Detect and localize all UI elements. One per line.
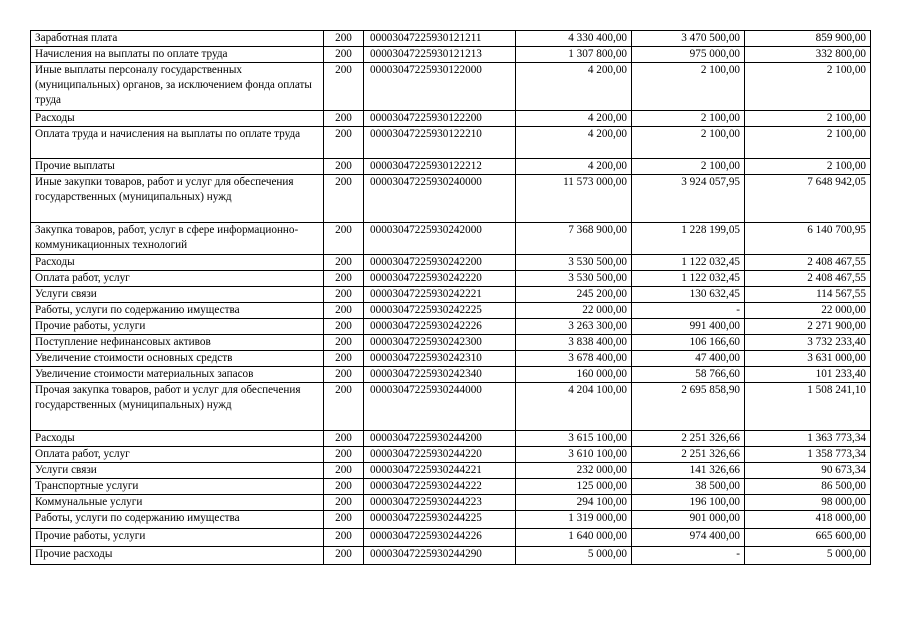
row-kbk-cell: 00003047225930244221 — [364, 463, 516, 479]
row-approved-cell: 294 100,00 — [516, 495, 632, 511]
budget-execution-table — [30, 30, 871, 565]
row-kbk-cell: 00003047225930242221 — [364, 287, 516, 303]
table-row — [31, 431, 871, 447]
row-approved-cell: 3 838 400,00 — [516, 335, 632, 351]
table-row — [31, 383, 871, 431]
row-approved-cell: 1 319 000,00 — [516, 511, 632, 529]
row-approved-cell: 3 678 400,00 — [516, 351, 632, 367]
row-kbk-cell: 00003047225930121213 — [364, 47, 516, 63]
row-executed-cell: 2 251 326,66 — [632, 447, 745, 463]
row-approved-cell: 4 200,00 — [516, 111, 632, 127]
table-row — [31, 223, 871, 255]
row-unexecuted-cell: 418 000,00 — [745, 511, 871, 529]
row-unexecuted-cell: 7 648 942,05 — [745, 175, 871, 223]
row-approved-cell: 5 000,00 — [516, 547, 632, 565]
row-executed-cell: 1 122 032,45 — [632, 271, 745, 287]
table-row — [31, 463, 871, 479]
row-name-cell: Закупка товаров, работ, услуг в сфере информационно-коммуникационных технологий — [31, 223, 324, 255]
row-code-cell: 200 — [324, 159, 364, 175]
row-kbk-cell: 00003047225930122212 — [364, 159, 516, 175]
table-row — [31, 319, 871, 335]
table-row — [31, 175, 871, 223]
row-kbk-cell: 00003047225930242300 — [364, 335, 516, 351]
row-kbk-cell: 00003047225930121211 — [364, 31, 516, 47]
row-code-cell: 200 — [324, 63, 364, 111]
row-kbk-cell: 00003047225930244200 — [364, 431, 516, 447]
table-row — [31, 447, 871, 463]
row-name-cell: Работы, услуги по содержанию имущества — [31, 511, 324, 529]
row-code-cell: 200 — [324, 479, 364, 495]
table-row — [31, 529, 871, 547]
row-kbk-cell: 00003047225930244223 — [364, 495, 516, 511]
row-executed-cell: 3 470 500,00 — [632, 31, 745, 47]
table-row — [31, 111, 871, 127]
table-row — [31, 47, 871, 63]
row-name-cell: Расходы — [31, 111, 324, 127]
row-kbk-cell: 00003047225930244290 — [364, 547, 516, 565]
row-executed-cell: 991 400,00 — [632, 319, 745, 335]
row-name-cell: Коммунальные услуги — [31, 495, 324, 511]
row-code-cell: 200 — [324, 529, 364, 547]
table-row — [31, 127, 871, 159]
row-approved-cell: 11 573 000,00 — [516, 175, 632, 223]
row-code-cell: 200 — [324, 511, 364, 529]
row-unexecuted-cell: 90 673,34 — [745, 463, 871, 479]
row-code-cell: 200 — [324, 47, 364, 63]
row-unexecuted-cell: 1 508 241,10 — [745, 383, 871, 431]
row-approved-cell: 3 615 100,00 — [516, 431, 632, 447]
row-unexecuted-cell: 332 800,00 — [745, 47, 871, 63]
table-row — [31, 547, 871, 565]
row-executed-cell: 2 100,00 — [632, 63, 745, 111]
row-code-cell: 200 — [324, 303, 364, 319]
row-approved-cell: 160 000,00 — [516, 367, 632, 383]
row-name-cell: Иные выплаты персоналу государственных (муниципальных) органов, за исключением фонда оплаты труда — [31, 63, 324, 111]
row-code-cell: 200 — [324, 495, 364, 511]
row-approved-cell: 232 000,00 — [516, 463, 632, 479]
row-executed-cell: - — [632, 547, 745, 565]
table-row — [31, 159, 871, 175]
row-executed-cell: 1 122 032,45 — [632, 255, 745, 271]
row-code-cell: 200 — [324, 547, 364, 565]
row-executed-cell: 3 924 057,95 — [632, 175, 745, 223]
row-unexecuted-cell: 86 500,00 — [745, 479, 871, 495]
row-code-cell: 200 — [324, 31, 364, 47]
row-kbk-cell: 00003047225930122200 — [364, 111, 516, 127]
row-approved-cell: 22 000,00 — [516, 303, 632, 319]
row-approved-cell: 1 640 000,00 — [516, 529, 632, 547]
row-executed-cell: 975 000,00 — [632, 47, 745, 63]
row-code-cell: 200 — [324, 255, 364, 271]
row-name-cell: Прочие расходы — [31, 547, 324, 565]
row-unexecuted-cell: 3 732 233,40 — [745, 335, 871, 351]
row-executed-cell: 2 251 326,66 — [632, 431, 745, 447]
row-unexecuted-cell: 2 100,00 — [745, 127, 871, 159]
row-kbk-cell: 00003047225930242220 — [364, 271, 516, 287]
row-code-cell: 200 — [324, 367, 364, 383]
row-unexecuted-cell: 6 140 700,95 — [745, 223, 871, 255]
row-code-cell: 200 — [324, 223, 364, 255]
row-approved-cell: 125 000,00 — [516, 479, 632, 495]
row-approved-cell: 4 330 400,00 — [516, 31, 632, 47]
row-kbk-cell: 00003047225930242340 — [364, 367, 516, 383]
row-kbk-cell: 00003047225930244222 — [364, 479, 516, 495]
table-row — [31, 271, 871, 287]
row-unexecuted-cell: 2 100,00 — [745, 111, 871, 127]
row-kbk-cell: 00003047225930244000 — [364, 383, 516, 431]
row-name-cell: Прочие выплаты — [31, 159, 324, 175]
row-name-cell: Расходы — [31, 431, 324, 447]
row-name-cell: Поступление нефинансовых активов — [31, 335, 324, 351]
row-approved-cell: 1 307 800,00 — [516, 47, 632, 63]
row-unexecuted-cell: 2 100,00 — [745, 63, 871, 111]
row-approved-cell: 3 263 300,00 — [516, 319, 632, 335]
row-kbk-cell: 00003047225930244220 — [364, 447, 516, 463]
table-row — [31, 511, 871, 529]
row-name-cell: Иные закупки товаров, работ и услуг для обеспечения государственных (муниципальных) нужд — [31, 175, 324, 223]
table-row — [31, 479, 871, 495]
row-unexecuted-cell: 2 271 900,00 — [745, 319, 871, 335]
row-approved-cell: 3 530 500,00 — [516, 271, 632, 287]
row-executed-cell: 38 500,00 — [632, 479, 745, 495]
table-row — [31, 303, 871, 319]
row-name-cell: Прочая закупка товаров, работ и услуг для обеспечения государственных (муниципальных) нужд — [31, 383, 324, 431]
row-kbk-cell: 00003047225930122210 — [364, 127, 516, 159]
row-approved-cell: 4 200,00 — [516, 127, 632, 159]
row-code-cell: 200 — [324, 383, 364, 431]
row-unexecuted-cell: 1 358 773,34 — [745, 447, 871, 463]
row-executed-cell: - — [632, 303, 745, 319]
row-name-cell: Услуги связи — [31, 287, 324, 303]
row-executed-cell: 1 228 199,05 — [632, 223, 745, 255]
table-row — [31, 31, 871, 47]
row-name-cell: Заработная плата — [31, 31, 324, 47]
table-row — [31, 255, 871, 271]
row-name-cell: Начисления на выплаты по оплате труда — [31, 47, 324, 63]
row-name-cell: Увеличение стоимости основных средств — [31, 351, 324, 367]
row-unexecuted-cell: 98 000,00 — [745, 495, 871, 511]
row-executed-cell: 2 100,00 — [632, 111, 745, 127]
row-approved-cell: 4 204 100,00 — [516, 383, 632, 431]
row-unexecuted-cell: 2 408 467,55 — [745, 255, 871, 271]
row-kbk-cell: 00003047225930240000 — [364, 175, 516, 223]
row-name-cell: Прочие работы, услуги — [31, 319, 324, 335]
row-executed-cell: 2 695 858,90 — [632, 383, 745, 431]
row-name-cell: Прочие работы, услуги — [31, 529, 324, 547]
row-code-cell: 200 — [324, 463, 364, 479]
row-unexecuted-cell: 101 233,40 — [745, 367, 871, 383]
row-unexecuted-cell: 5 000,00 — [745, 547, 871, 565]
row-approved-cell: 4 200,00 — [516, 159, 632, 175]
row-unexecuted-cell: 1 363 773,34 — [745, 431, 871, 447]
row-executed-cell: 141 326,66 — [632, 463, 745, 479]
row-name-cell: Оплата работ, услуг — [31, 271, 324, 287]
row-name-cell: Оплата труда и начисления на выплаты по оплате труда — [31, 127, 324, 159]
row-name-cell: Оплата работ, услуг — [31, 447, 324, 463]
row-executed-cell: 196 100,00 — [632, 495, 745, 511]
row-code-cell: 200 — [324, 447, 364, 463]
row-code-cell: 200 — [324, 319, 364, 335]
row-unexecuted-cell: 2 100,00 — [745, 159, 871, 175]
row-code-cell: 200 — [324, 271, 364, 287]
row-name-cell: Работы, услуги по содержанию имущества — [31, 303, 324, 319]
row-name-cell: Расходы — [31, 255, 324, 271]
row-code-cell: 200 — [324, 431, 364, 447]
row-name-cell: Транспортные услуги — [31, 479, 324, 495]
row-name-cell: Увеличение стоимости материальных запасов — [31, 367, 324, 383]
row-unexecuted-cell: 114 567,55 — [745, 287, 871, 303]
row-kbk-cell: 00003047225930244225 — [364, 511, 516, 529]
row-unexecuted-cell: 859 900,00 — [745, 31, 871, 47]
row-executed-cell: 2 100,00 — [632, 159, 745, 175]
row-name-cell: Услуги связи — [31, 463, 324, 479]
row-unexecuted-cell: 2 408 467,55 — [745, 271, 871, 287]
row-kbk-cell: 00003047225930242226 — [364, 319, 516, 335]
row-executed-cell: 47 400,00 — [632, 351, 745, 367]
row-code-cell: 200 — [324, 111, 364, 127]
row-approved-cell: 3 610 100,00 — [516, 447, 632, 463]
table-row — [31, 367, 871, 383]
row-approved-cell: 4 200,00 — [516, 63, 632, 111]
row-executed-cell: 901 000,00 — [632, 511, 745, 529]
row-code-cell: 200 — [324, 175, 364, 223]
row-approved-cell: 7 368 900,00 — [516, 223, 632, 255]
row-unexecuted-cell: 665 600,00 — [745, 529, 871, 547]
row-executed-cell: 974 400,00 — [632, 529, 745, 547]
table-row — [31, 335, 871, 351]
row-kbk-cell: 00003047225930242225 — [364, 303, 516, 319]
row-code-cell: 200 — [324, 351, 364, 367]
row-approved-cell: 3 530 500,00 — [516, 255, 632, 271]
table-row — [31, 287, 871, 303]
row-kbk-cell: 00003047225930122000 — [364, 63, 516, 111]
row-unexecuted-cell: 22 000,00 — [745, 303, 871, 319]
row-executed-cell: 106 166,60 — [632, 335, 745, 351]
table-row — [31, 63, 871, 111]
row-executed-cell: 2 100,00 — [632, 127, 745, 159]
row-kbk-cell: 00003047225930242310 — [364, 351, 516, 367]
row-executed-cell: 58 766,60 — [632, 367, 745, 383]
row-code-cell: 200 — [324, 287, 364, 303]
row-code-cell: 200 — [324, 335, 364, 351]
row-kbk-cell: 00003047225930242200 — [364, 255, 516, 271]
table-body — [31, 31, 871, 565]
row-kbk-cell: 00003047225930242000 — [364, 223, 516, 255]
row-executed-cell: 130 632,45 — [632, 287, 745, 303]
row-unexecuted-cell: 3 631 000,00 — [745, 351, 871, 367]
row-kbk-cell: 00003047225930244226 — [364, 529, 516, 547]
table-row — [31, 351, 871, 367]
row-approved-cell: 245 200,00 — [516, 287, 632, 303]
table-row — [31, 495, 871, 511]
row-code-cell: 200 — [324, 127, 364, 159]
